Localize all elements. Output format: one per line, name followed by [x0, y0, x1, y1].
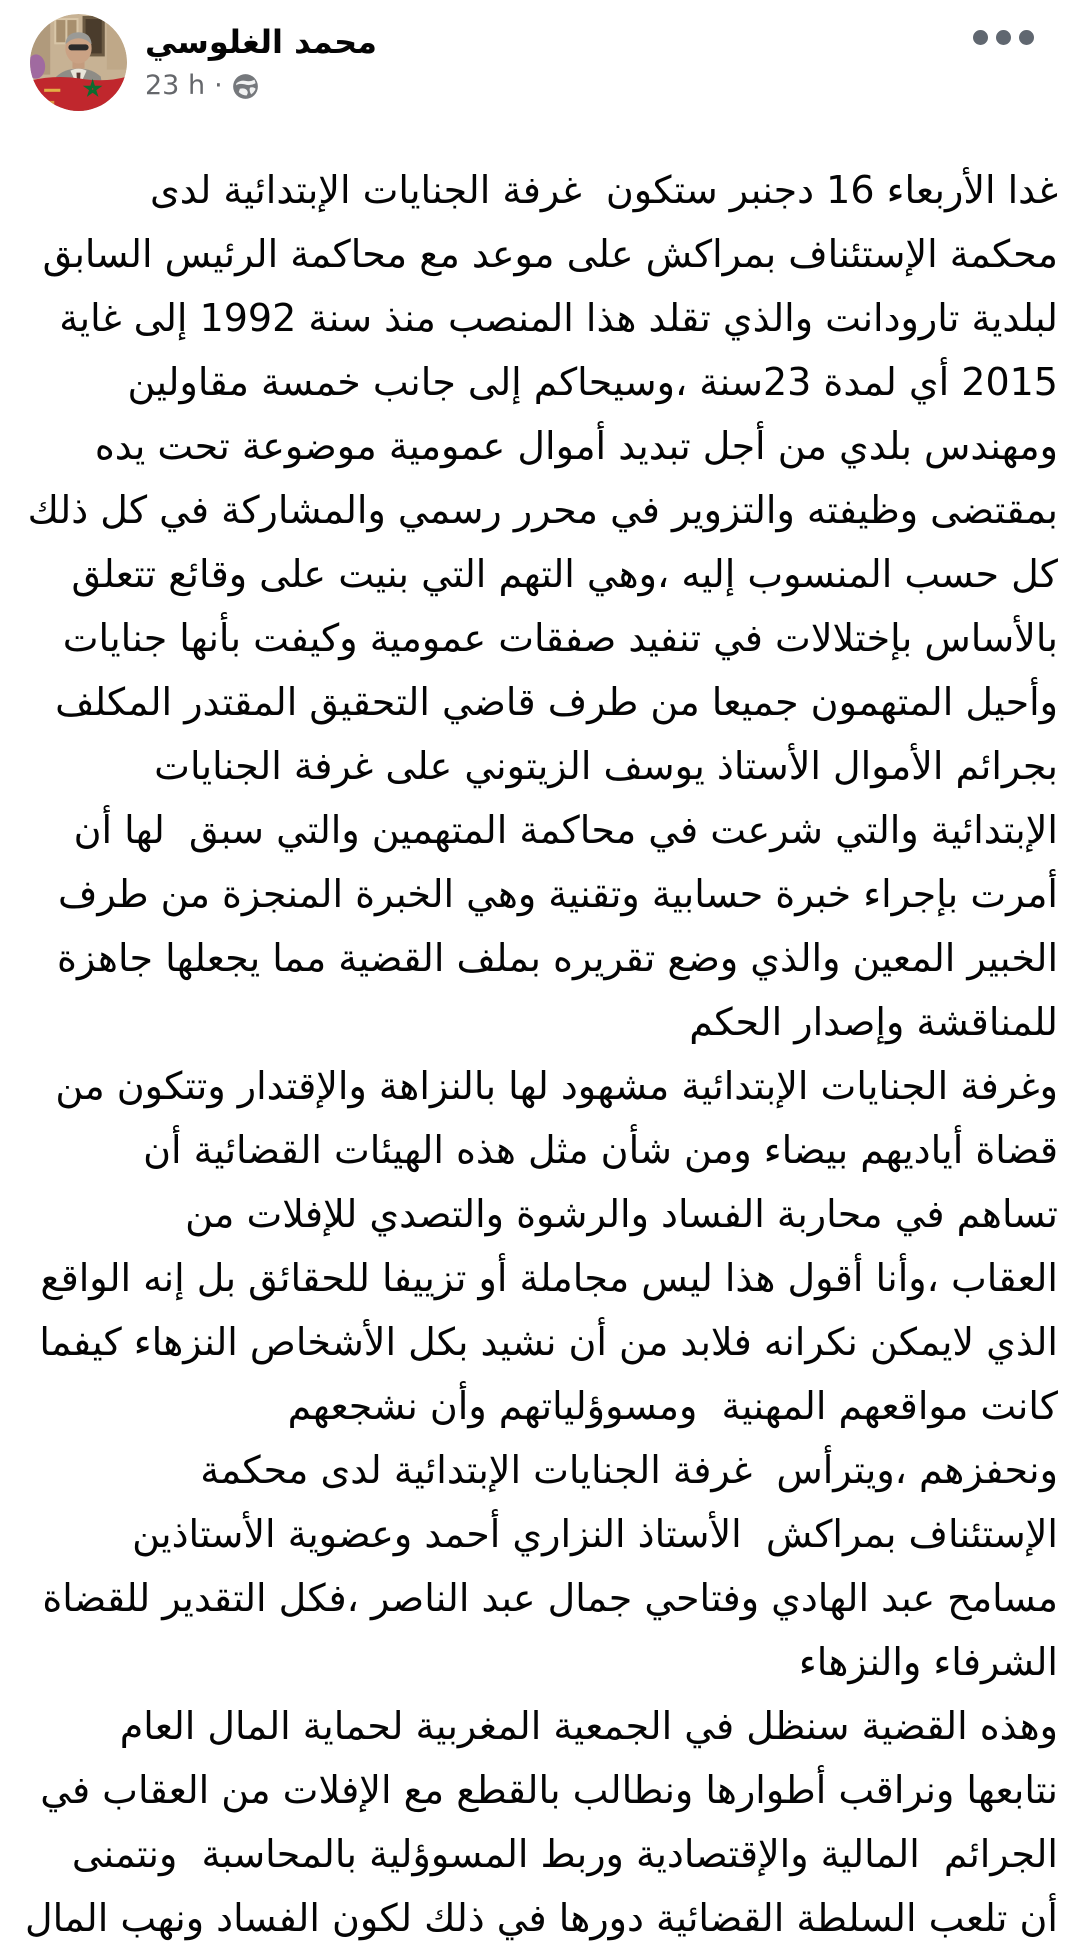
post-text-line: الشرفاء والنزهاء [798, 1640, 1058, 1684]
post-text-line: الإستئناف بمراكش الأستاذ النزاري أحمد وعضوية الأستاذين [132, 1512, 1058, 1556]
three-dots-icon [996, 30, 1011, 45]
post-text-line: الذي لايمكن نكرانه فلابد من أن نشيد بكل الأشخاص النزهاء كيفما [39, 1320, 1058, 1364]
post-text-line: وهذه القضية سنظل في الجمعية المغربية لحماية المال العام [119, 1704, 1058, 1748]
post-text-line: وغرفة الجنايات الإبتدائية مشهود لها بالنزاهة والإقتدار وتتكون من [55, 1064, 1058, 1108]
post-header [0, 0, 1080, 128]
post-text-line: نتابعها ونراقب أطوارها ونطالب بالقطع مع الإفلات من العقاب في [40, 1768, 1058, 1812]
post-meta-row [145, 70, 377, 102]
post-text-line: أمرت بإجراء خبرة حسابية وتقنية وهي الخبرة المنجزة من طرف [57, 872, 1058, 916]
globe-icon [232, 73, 259, 100]
timestamp[interactable]: 23 h [145, 70, 206, 101]
post-text-line: لبلدية تارودانت والذي تقلد هذا المنصب منذ سنة 1992 إلى غاية [59, 296, 1058, 340]
post-text [0, 158, 1080, 1950]
post-text-line: الإبتدائية والتي شرعت في محاكمة المتهمين والتي سبق لها أن [73, 808, 1058, 852]
profile-picture-icon [30, 14, 127, 111]
post-text-line: الجرائم المالية والإقتصادية وربط المسوؤلية بالمحاسبة ونتمنى [71, 1832, 1058, 1876]
post-text-line: للمناقشة وإصدار الحكم [689, 1000, 1058, 1044]
post-menu-button[interactable] [967, 24, 1040, 51]
header-meta [145, 14, 377, 102]
post-text-line: محكمة الإستئناف بمراكش على موعد مع محاكمة الرئيس السابق [42, 232, 1058, 276]
post-text-line: الخبير المعين والذي وضع تقريره بملف القضية مما يجعلها جاهزة [57, 936, 1058, 980]
post-text-line: كانت مواقعهم المهنية ومسوؤلياتهم وأن نشجعهم [287, 1384, 1058, 1428]
post-text-line: بجرائم الأموال الأستاذ يوسف الزيتوني على غرفة الجنايات [154, 744, 1058, 788]
post-text-line: بمقتضى وظيفته والتزوير في محرر رسمي والمشاركة في كل ذلك [27, 488, 1058, 532]
three-dots-icon [1019, 30, 1034, 45]
meta-separator: · [214, 70, 223, 101]
post-text-line: مسامح عبد الهادي وفتاحي جمال عبد الناصر ،فكل التقدير للقضاة [42, 1576, 1058, 1620]
profile-name[interactable]: محمد الغلوسي [145, 23, 377, 61]
post-text-line: تساهم في محاربة الفساد والرشوة والتصدي للإفلات من [185, 1192, 1058, 1236]
three-dots-icon [973, 30, 988, 45]
avatar[interactable] [30, 14, 127, 111]
post-text-line: ونحفزهم ،ويترأس غرفة الجنايات الإبتدائية لدى محكمة [200, 1448, 1058, 1492]
post-text-line: قضاة أياديهم بيضاء ومن شأن مثل هذه الهيئات القضائية أن [143, 1128, 1058, 1172]
post-text-line: ومهندس بلدي من أجل تبديد أموال عمومية موضوعة تحت يده [94, 424, 1058, 468]
post-text-line: أن تلعب السلطة القضائية دورها في ذلك لكون الفساد ونهب المال [24, 1896, 1058, 1940]
post-text-line: غدا الأربعاء 16 دجنبر ستكون غرفة الجنايات الإبتدائية لدى [150, 168, 1058, 212]
post-text-line: 2015 أي لمدة 23سنة ،وسيحاكم إلى جانب خمسة مقاولين [127, 360, 1058, 404]
post-text-line: كل حسب المنسوب إليه ،وهي التهم التي بنيت على وقائع تتعلق [71, 552, 1058, 596]
post-text-line: بالأساس بإختلالات في تنفيد صفقات عمومية وكيفت بأنها جنايات [62, 616, 1058, 660]
post-text-line: العقاب ،وأنا أقول هذا ليس مجاملة أو تزييفا للحقائق بل إنه الواقع [40, 1256, 1058, 1300]
post-text-line: وأحيل المتهمون جميعا من طرف قاضي التحقيق المقتدر المكلف [55, 680, 1058, 724]
